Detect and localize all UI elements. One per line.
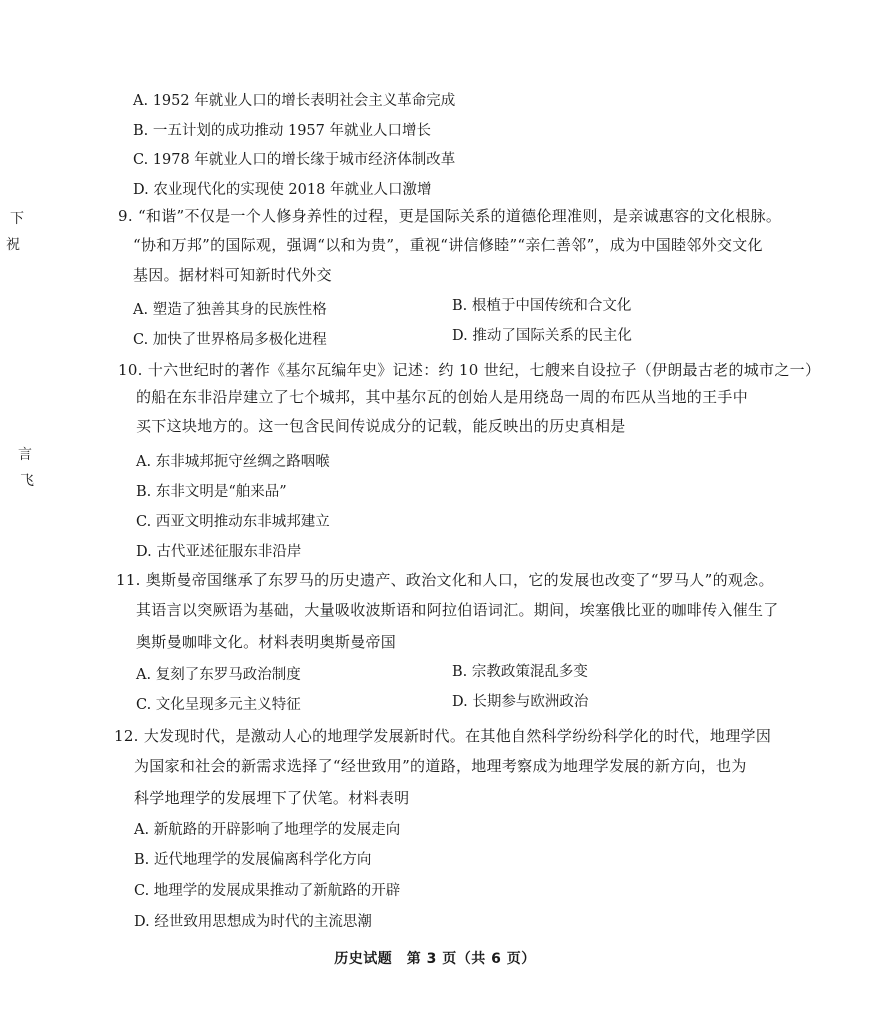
margin-mark: 飞 bbox=[20, 473, 34, 489]
option-b: B. 东非文明是“舶来品” bbox=[136, 484, 287, 500]
option-b: B. 一五计划的成功推动 1957 年就业人口增长 bbox=[133, 123, 431, 139]
page-footer: 历史试题 第 3 页（共 6 页） bbox=[334, 951, 536, 967]
option-c: C. 加快了世界格局多极化进程 bbox=[133, 332, 327, 348]
option-a: A. 复刻了东罗马政治制度 bbox=[136, 667, 301, 683]
option-d: D. 经世致用思想成为时代的主流思潮 bbox=[134, 914, 372, 930]
margin-mark: 下 bbox=[10, 211, 24, 227]
question-stem-line: 9. “和谐”不仅是一个人修身养性的过程，更是国际关系的道德伦理准则，是亲诚惠容的文化根脉。 bbox=[118, 207, 782, 225]
question-stem-line: 奥斯曼咖啡文化。材料表明奥斯曼帝国 bbox=[136, 633, 397, 651]
question-stem-line: 的船在东非沿岸建立了七个城邦，其中基尔瓦的创始人是用绕岛一周的布匹从当地的王手中 bbox=[136, 388, 749, 406]
option-a: A. 东非城邦扼守丝绸之路咽喉 bbox=[136, 454, 330, 470]
question-stem-line: 10. 十六世纪时的著作《基尔瓦编年史》记述：约 10 世纪，七艘来自设拉子（伊朗最古老的城市之一） bbox=[118, 361, 821, 379]
option-a: A. 新航路的开辟影响了地理学的发展走向 bbox=[134, 822, 401, 838]
option-c: C. 1978 年就业人口的增长缘于城市经济体制改革 bbox=[133, 152, 456, 168]
question-stem-line: 科学地理学的发展埋下了伏笔。材料表明 bbox=[134, 789, 410, 807]
option-c: C. 西亚文明推动东非城邦建立 bbox=[136, 514, 330, 530]
option-d: D. 推动了国际关系的民主化 bbox=[452, 328, 632, 344]
option-c: C. 文化呈现多元主义特征 bbox=[136, 697, 301, 713]
question-stem-line: 为国家和社会的新需求选择了“经世致用”的道路，地理考察成为地理学发展的新方向，也为 bbox=[134, 757, 747, 775]
option-c: C. 地理学的发展成果推动了新航路的开辟 bbox=[134, 883, 401, 899]
question-stem-line: 12. 大发现时代，是激动人心的地理学发展新时代。在其他自然科学纷纷科学化的时代，地理学因 bbox=[114, 727, 772, 745]
option-a: A. 1952 年就业人口的增长表明社会主义革命完成 bbox=[133, 93, 456, 109]
option-b: B. 宗教政策混乱多变 bbox=[452, 664, 588, 680]
question-stem-line: 其语言以突厥语为基础，大量吸收波斯语和阿拉伯语词汇。期间，埃塞俄比亚的咖啡传入催生了 bbox=[136, 601, 779, 619]
option-b: B. 根植于中国传统和合文化 bbox=[452, 298, 632, 314]
question-stem-line: 买下这块地方的。这一包含民间传说成分的记载，能反映出的历史真相是 bbox=[136, 417, 626, 435]
option-b: B. 近代地理学的发展偏离科学化方向 bbox=[134, 852, 372, 868]
question-stem-line: 11. 奥斯曼帝国继承了东罗马的历史遗产、政治文化和人口，它的发展也改变了“罗马人”的观念。 bbox=[116, 571, 774, 589]
margin-mark: 祝 bbox=[6, 237, 20, 253]
option-a: A. 塑造了独善其身的民族性格 bbox=[133, 302, 327, 318]
option-d: D. 农业现代化的实现使 2018 年就业人口激增 bbox=[133, 182, 432, 198]
question-stem-line: 基因。据材料可知新时代外交 bbox=[133, 266, 332, 284]
option-d: D. 长期参与欧洲政治 bbox=[452, 694, 589, 710]
margin-mark: 言 bbox=[18, 447, 32, 463]
question-stem-line: “协和万邦”的国际观，强调“以和为贵”，重视“讲信修睦”“亲仁善邻”，成为中国睦邻外交文化 bbox=[133, 236, 763, 254]
option-d: D. 古代亚述征服东非沿岸 bbox=[136, 544, 302, 560]
